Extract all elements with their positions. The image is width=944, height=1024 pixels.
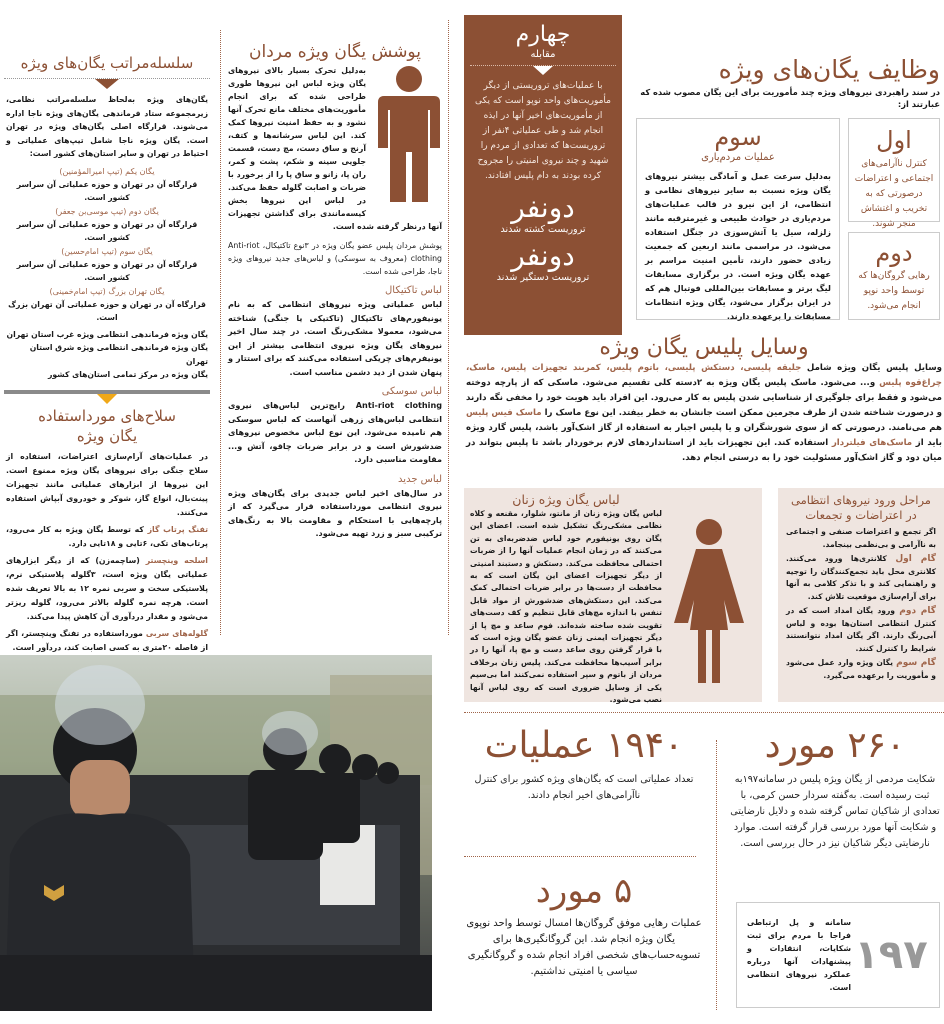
duty-second-text: رهایی گروگان‌ها که توسط واحد نوپو انجام می‌شود. [858, 271, 930, 311]
stat-killed-label: تروریست کشته شدند [500, 224, 586, 235]
operations-stat [466, 720, 702, 804]
unit-1-text: قرارگاه آن در تهران و حوزه عملیاتی آن سراسر کشور است. [16, 179, 198, 202]
complaints-text: شکایت مردمی از یگان ویژه پلیس در سامانه۱۹۷به ثبت رسیده است. به‌گفته سردار حسن کرمی، با تعدادی از شاکیان تماس گرفته شده و دلایل نارضایتی و شکایت آنها مورد بررسی قرار گرفته است. موارد نارضایتی دیگر شاکیان نیز در حال بررسی است. [730, 774, 940, 849]
women-title: لباس یگان ویژه زنان [512, 492, 620, 507]
men-text: به‌دلیل تحرک بسیار بالای نیروهای یگان ویژه لباس این نیروها طوری طراحی شده که برای انجام مأموریت‌های مختلف مانع تحرک آنها نشود و به حفظ امنیت نیروها کمک کند. این لباس سرشانه‌ها و کتف، آرنج و ساق دست، مچ دست، قسمت جلویی سینه و شکم، پشت و کمر، ران پا، زانو و ساق پا را از برخورد با ضربات و اصابت گلوله حفظ می‌کند. در لباس این نیروها بخش کیسه‌مانندی برای گذاشتن تجهیزات آنها درنظر گرفته شده است. [228, 66, 442, 231]
weapon-3-text: مورداستفاده در تفنگ وینچستر، اگر از فاصله ۲۰متری به کسی اصابت کند، دردآور است. [6, 628, 208, 652]
hostages-stat [466, 866, 702, 980]
unit-1-name: یگان یکم (تیپ امیرالمؤمنین) [59, 166, 155, 176]
weapon-2-name: اسلحه وینچستر [145, 555, 208, 565]
women-uniform-box [464, 488, 762, 705]
weapon-2-text: (ساچمه‌زن) که از دیگر ابزارهای عملیاتی یگان ویژه است، ۳گلوله پلاستیکی نرم، پلاستیکی سخت و سربی نمره ۱۲ به بالا تعریف شده است. هرچه نمره گلوله بالاتر می‌رود، گلوله ریزتر می‌شود و مقدار دردآوری آن کاهش پیدا می‌کند. [6, 555, 208, 621]
unit-4-text: قرارگاه آن در تهران و حوزه عملیاتی آن تهران بزرگ است. [8, 299, 206, 322]
duty-first-heading: اول [876, 126, 912, 154]
unit-2-text: قرارگاه آن در تهران و حوزه عملیاتی آن سراسر کشور است. [16, 219, 198, 242]
duty-second-box [848, 232, 940, 320]
equipment-text-3: استفاده کند. این تجهیزات باید از استانداردهای لازم برخوردار باشد تا پلیس بتواند در میان دود و گاز اشک‌آور مسئولیت خود را به درستی انجام دهد. [466, 438, 942, 463]
stage-2-text: ورود یگان امداد است که در کنترل انتظامی استان‌ها بوده و لباس آبی‌رنگ دارند. اگر یگان امداد نتوانستند شرایط را کنترل کنند. [786, 606, 936, 653]
men-title: پوشش یگان ویژه مردان [249, 42, 421, 62]
stages-intro: اگر تجمع و اعتراضات صنفی و اجتماعی به ناآرامی و بی‌نظمی بینجامد. [786, 527, 936, 549]
left-column [4, 52, 210, 655]
complaints-value: ۲۶۰ مورد [764, 725, 906, 766]
riot-suit-title: لباس سوسکی [381, 386, 442, 397]
unit-4-name: یگان تهران بزرگ (تیپ امام‌خمینی) [49, 286, 165, 296]
men-column [228, 40, 442, 541]
stage-1-text: کلانتری‌ها ورود می‌کنند. کلانتری محل باید تجمع‌کنندگان را توجیه و راهنمایی کند و با تذکر کلامی به آنها برای آرام‌سازی موقعیت تلاش کند. [786, 554, 936, 601]
divider [448, 20, 449, 635]
operations-value: ۱۹۴۰ عملیات [484, 725, 684, 766]
equipment-text-1: و... می‌شود. ماسک پلیس یگان ویژه به ۲دسته کلی تقسیم می‌شود. ماسکی که از پارچه دوخته می‌شود و فقط برای جلوگیری از شناسایی شدن پلیس به کار می‌رود. این افراد باید هویت خود را مخفی نگه دارند و درصورت شناخته شدن از طرف مجرمین ممکن است جانشان به خطر بیفتد. این نوع ماسک را [466, 378, 942, 418]
weapons-title: سلاح‌های مورداستفاده یگان ویژه [38, 406, 176, 445]
hierarchy-intro: یگان‌های ویژه به‌لحاظ سلسله‌مراتب نظامی، زیرمجموعه ستاد فرماندهی یگان‌های ویژه ناجا اداره می‌شوند. قرارگاه اصلی یگان‌های ویژه در تهران است. یگان ویژه ناجا شامل تیپ‌های عملیاتی و احتیاط در تهران و سایر استان‌های کشور است: [6, 95, 208, 158]
duty-first-text: کنترل ناآرامی‌های اجتماعی و اعتراضات درصورتی که به تخریب و اغتشاش منجر شوند. [854, 159, 934, 229]
stages-box [778, 488, 944, 702]
stage-3-text: یگان ویژه وارد عمل می‌شود و مأموریت را برعهده می‌گیرد. [786, 658, 936, 680]
stage-2 [786, 605, 936, 655]
duties-intro: در سند راهبردی نیروهای ویژه چند مأموریت برای این یگان مصوب شده که عبارتند از: [640, 87, 940, 109]
equipment-text [466, 361, 942, 466]
riot-police-photo [0, 655, 432, 1011]
equipment-text-intro: وسایل پلیس یگان ویژه شامل [801, 363, 942, 373]
divider [220, 30, 221, 635]
weapons-intro: در عملیات‌های آرام‌سازی اعتراضات، استفاده از سلاح جنگی برای نیروهای یگان ویژه ممنوع است. این نیروها از ابزارهای عملیاتی مانند تجهیزات پینت‌بال، انواع گاز، شوکر و خودروی آبپاش استفاده می‌کنند. [6, 451, 208, 517]
duty-third-box [636, 118, 840, 320]
arrow-down-icon [97, 394, 117, 404]
duty-third-text: به‌دلیل سرعت عمل و آمادگی بیشتر نیروهای یگان ویژه نسبت به سایر نیروهای نظامی و انتظامی، از این نیرو در قالب عملیات‌های مردم‌یاری در حوادث طبیعی و غیرمترقبه مانند زلزله، سیل یا آتش‌سوزی در جنگل استفاده می‌شود. در مراسمی مانند اربعین که جمعیت زیادی حضور دارند، تأمین امنیت مراسم بر عهده یگان ویژه است. در برگزاری مسابقات لیگ برتر و مسابقات بین‌المللی فوتبال هم که در ایران برگزار می‌شود، یگان ویژه انتظامات مسابقات را برعهده دارند. [645, 171, 831, 321]
stage-1-label: گام اول [895, 554, 936, 564]
duty-fourth-heading: چهارم [515, 22, 571, 47]
duty-fourth-box [464, 15, 622, 335]
man-icon [372, 66, 442, 206]
duty-fourth-text: با عملیات‌های تروریستی از دیگر مأموریت‌های واحد نوپو است که یکی از مأموریت‌های اخیر آنها در ایذه انجام شد و طی عملیاتی ۴نفر از تروریست‌ها که تعدادی از مردم را شهید و چند نیروی امنیتی را مجروح کرده بودند به دام پلیس افتادند. [475, 81, 611, 181]
operations-text: تعداد عملیاتی است که یگان‌های ویژه کشور برای کنترل ناآرامی‌های اخیر انجام دادند. [474, 774, 694, 801]
stage-3-label: گام سوم [896, 658, 936, 668]
hierarchy-title: سلسله‌مراتب یگان‌های ویژه [20, 54, 194, 72]
face-mask-term: ماسک فیس پلیس [466, 408, 542, 418]
new-uniform-text: در سال‌های اخیر لباس جدیدی برای یگان‌های ویژه نیروی انتظامی مورداستفاده قرار می‌گیرد که از پارچه‌هایی با استحکام و مقاومت بالا به رنگ‌های ترکیبی سبز و زرد تهیه می‌شود. [228, 487, 442, 538]
stages-title: مراحل ورود نیروهای انتظامی در اعتراضات و تجمعات [791, 493, 931, 522]
woman-icon [664, 518, 754, 683]
filter-mask-term: ماسک‌های فیلتردار [831, 438, 913, 448]
weapon-2 [6, 554, 208, 624]
duties-title: وظایف یگان‌های ویژه [718, 55, 940, 84]
other-unit-1: یگان ویژه فرماندهی انتظامی ویژه غرب استان تهران [6, 329, 208, 339]
other-unit-3: یگان ویژه در مرکز تمامی استان‌های کشور [47, 370, 208, 379]
women-text: لباس یگان ویژه زنان از مانتو، شلوار، مقنعه و کلاه نظامی مشکی‌رنگ تشکیل شده است. اعضای این یگان روی یونیفورم خود لباس ضدضربه‌ای به تن می‌کنند که در زمان انجام عملیات آنها را از ضربات احتمالی محافظت می‌کند. دستکش و دستبند امنیتی از دیگر تجهیزات اعضای این یگان است که به محافظت از دست‌ها در برابر ضربات احتمالی کمک می‌کند. این دستکش‌های ضدشورش از مواد قابل تنفس با اندازه مچ‌های قابل تنظیم و کف دست‌های تقویت شده ساخته شده‌اند. فوم ساعد و مچ پا از دیگر تجهیزات ایمنی زنان عضو یگان ویژه است که با قرار گرفتن روی ساعد دست و مچ پا، آنها را در برابر آسیب‌ها محافظت می‌کند. پلیس زنان برخلاف مردان از باتوم و سپر استفاده نمی‌کنند اما بی‌سیم یکی از وسایل ضروری است که روی لباس آنها نصب می‌شود. [470, 509, 662, 705]
divider [464, 712, 944, 713]
weapon-1 [6, 523, 208, 551]
stage-3 [786, 657, 936, 682]
equipment-items: جلیقه پلیسی، دستکش پلیسی، باتوم پلیس، کمربند تجهیزات پلیس، ماسک، چراغ‌قوه پلیس [466, 363, 942, 388]
other-unit-2: یگان ویژه فرماندهی انتظامی ویژه شرق استان تهران [29, 343, 208, 366]
weapon-1-text: که توسط یگان ویژه به کار می‌رود، پرتاب‌های تکی، ۶تایی و ۱۸تایی دارد. [6, 524, 208, 548]
complaints-stat [730, 720, 940, 852]
arrow-down-icon [533, 66, 553, 75]
weapon-1-name: تفنگ پرتاب گاز [147, 524, 208, 534]
hostages-value: ۵ مورد [535, 871, 633, 911]
duty-third-subheading: عملیات مردم‌یاری [701, 152, 775, 163]
duty-fourth-subheading: مقابله [530, 49, 556, 60]
duty-second-heading: دوم [875, 239, 913, 267]
hotline-value: ۱۹۷ [854, 932, 928, 978]
divider [716, 740, 717, 1010]
men-text-2: پوشش مردان پلیس عضو یگان ویژه در ۳نوع تاکتیکال، Anti-riot clothing (معروف به سوسکی) و لباس‌های جدید نیروهای ویژه ناجا، طراحی شده است. [228, 241, 442, 276]
new-uniform-title: لباس جدید [398, 473, 442, 485]
unit-2-name: یگان دوم (تیپ موسی‌بن جعفر) [55, 206, 159, 216]
riot-suit-text: Anti-riot clothing رایج‌ترین لباس‌های نیروی انتظامی لباس‌های زرهی آنهاست که لباس سوسکی هم نامیده می‌شود. این نوع لباس مخصوص نیروهای ضدشورش است و در برابر ضربات چاقو، آتش و... مقاومت مناسبی دارد. [228, 400, 442, 464]
weapon-3-name: گلوله‌های سربی [145, 628, 208, 638]
hotline-text: سامانه و پل ارتباطی فراجا با مردم برای ثبت شکایات، انتقادات و پیشنهادات آنها درباره عملکرد نیروهای انتظامی است. [747, 918, 851, 992]
equipment-text-2: هم می‌نامند. درصورتی که از سوی شورشگران و یا پلیس اجبار به استفاده از گاز اشک‌آور باشد، پلیس گارد ویژه باید از [466, 423, 942, 448]
stat-arrested-label: تروریست دستگیر شدند [496, 272, 590, 283]
hotline-box [736, 902, 940, 1008]
tactical-title: لباس تاکتیکال [385, 285, 442, 296]
hostages-text: عملیات رهایی موفق گروگان‌ها امسال توسط واحد نوپوی یگان ویژه انجام شد. این گروگانگیری‌ها برای تسویه‌حساب‌های شخصی افراد انجام شده و گروگانگیری سیاسی یا امنیتی نداشتیم. [466, 918, 702, 977]
divider [464, 856, 696, 857]
arrow-down-icon [95, 79, 119, 89]
stat-killed: دونفر [511, 191, 575, 224]
unit-3-name: یگان سوم (تیپ امام‌حسین) [61, 246, 153, 256]
stage-1 [786, 553, 936, 603]
duty-first-box [848, 118, 940, 229]
duty-third-heading: سوم [714, 123, 762, 151]
weapon-3 [6, 627, 208, 655]
stage-2-label: گام دوم [899, 606, 937, 616]
tactical-text: لباس عملیاتی ویژه نیروهای انتظامی که به نام یونیفورم‌های تاکتیکال (تاکتیکی یا جنگی) شناخته می‌شود، معمولا مشکی‌رنگ است. در چند سال اخیر نیروهای یگان ویژه نیروی انتظامی بیشتر از این یونیفرم‌های چریکی استفاده می‌کنند که برای استتار و پنهان شدن از دید دشمن مناسب است. [228, 299, 442, 377]
stat-arrested: دونفر [511, 239, 575, 272]
equipment-title: وسایل پلیس یگان ویژه [599, 335, 809, 360]
unit-3-text: قرارگاه آن در تهران و حوزه عملیاتی آن سراسر کشور است. [16, 259, 198, 282]
